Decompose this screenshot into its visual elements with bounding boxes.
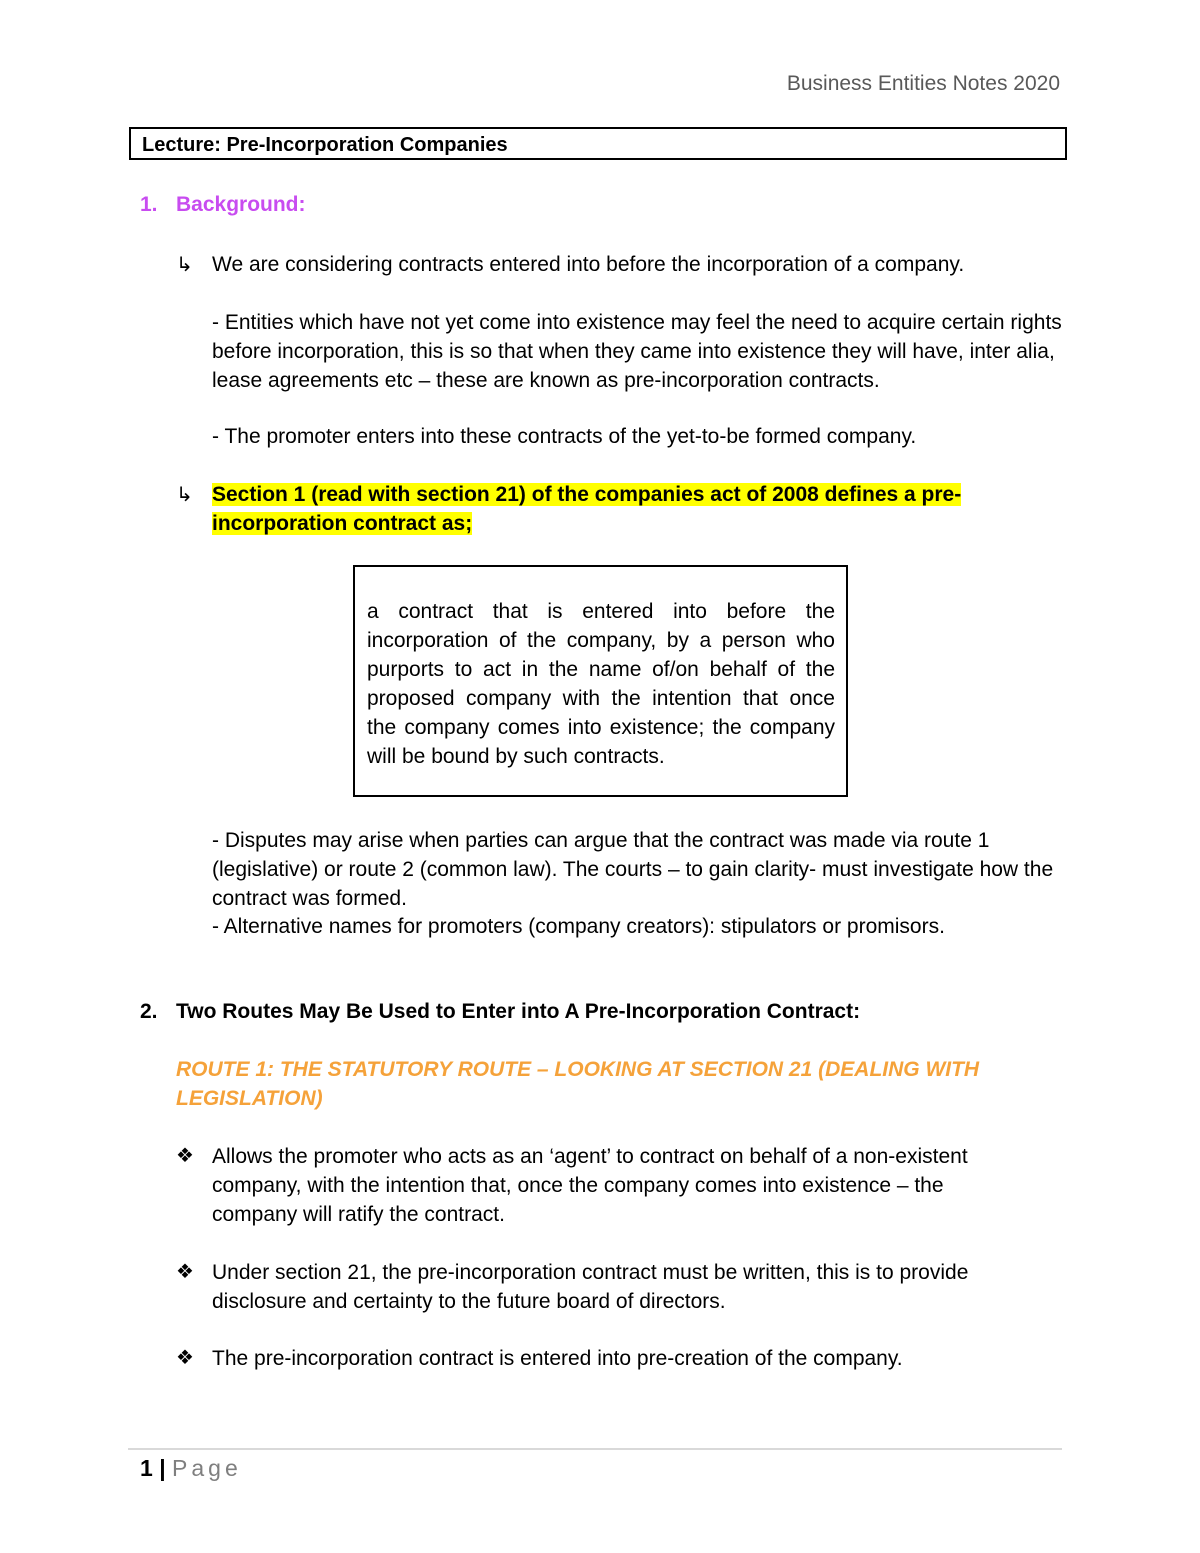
lecture-title: Lecture: Pre-Incorporation Companies [142,134,508,156]
header-title: Business Entities Notes 2020 [786,72,1060,95]
definition-text: a contract that is entered into before the incorporation of the company, by a person who purports to act in the name of/on behalf of the proposed company with the intention that once the company comes into existence; the company will be bound by such contracts. [367,600,835,768]
section2-number: 2. [140,1000,158,1023]
section1-heading [140,193,306,217]
point-3: The pre-incorporation contract is entered into pre-creation of the company. [212,1347,903,1370]
diamond-icon: ❖ [176,1261,194,1283]
highlighted-definition-intro: Section 1 (read with section 21) of the companies act of 2008 defines a pre-incorporation contract as; [212,483,962,535]
page-word: Page [172,1455,242,1481]
section2-heading [140,1000,860,1024]
bullet-1: We are considering contracts entered into before the incorporation of a company. [212,253,965,276]
paragraph-1: - Entities which have not yet come into existence may feel the need to acquire certain rights before incorporation, this is so that when they came into existence they will have, inter alia, lease agreements etc – these are known as pre-incorporation contracts. [212,311,1062,392]
point-2: Under section 21, the pre-incorporation contract must be written, this is to provide disclosure and certainty to the future board of directors. [212,1261,969,1313]
page-footer [140,1455,242,1482]
diamond-icon: ❖ [176,1145,194,1167]
bullet-2 [212,480,972,538]
lecture-title-box [129,127,1067,160]
footer-separator: | [159,1455,166,1481]
point-1: Allows the promoter who acts as an ‘agent’ to contract on behalf of a non-existent company, with the intention that, once the company comes into existence – the company will ratify the contract. [212,1145,968,1226]
diamond-icon: ❖ [176,1347,194,1369]
definition-box [353,565,848,797]
paragraph-3: - Disputes may arise when parties can argue that the contract was made via route 1 (legislative) or route 2 (common law). The courts – to gain clarity- must investigate how the contract was formed. [212,829,1054,910]
section2-title: Two Routes May Be Used to Enter into A Pre-Incorporation Contract: [176,1000,861,1023]
paragraph-2: - The promoter enters into these contracts of the yet-to-be formed company. [212,425,917,448]
paragraph-4: - Alternative names for promoters (company creators): stipulators or promisors. [212,915,945,938]
page-number: 1 [140,1455,153,1481]
section1-number: 1. [140,193,158,216]
arrow-icon: ↳ [176,254,193,276]
section1-title: Background: [176,193,306,216]
arrow-icon: ↳ [176,484,193,506]
route1-heading: ROUTE 1: THE STATUTORY ROUTE – LOOKING AT SECTION 21 (DEALING WITH LEGISLATION) [176,1058,980,1110]
footer-divider [128,1448,1062,1450]
